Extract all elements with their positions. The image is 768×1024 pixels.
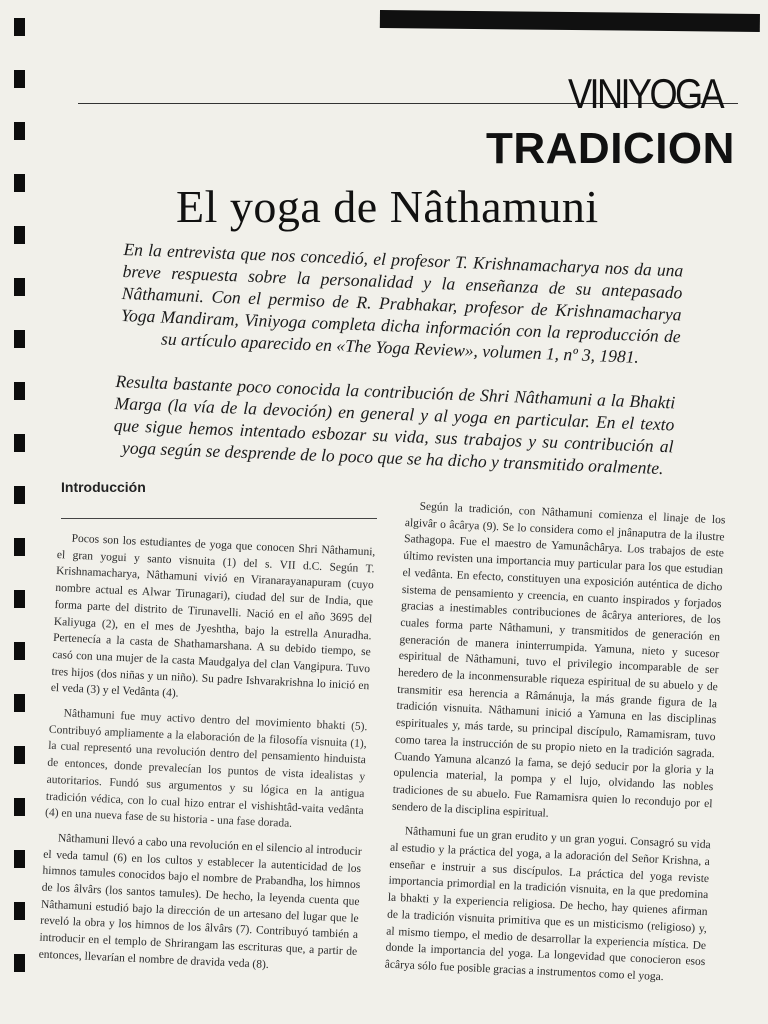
body-paragraph: Nâthamuni fue un gran erudito y un gran yogui. Consagró su vida al estudio y la práctica del yoga, a la adoración del Señor Krishna, a enseñar e instruir a sus discípulos. La práctica del yoga reviste importancia primordial en la tradición visnuita, en la que predomina la bhakti y la experiencia religiosa. De hecho, hay quienes afirman de la tradición visnuita primitiva que es un misticismo (religioso) y, al mismo tiempo, el medio de desarrollar la experiencia mística. De donde la importancia del yoga. La longevidad que conocieron esos âcârya sólo fue posible gracias a instrumentos como el yoga. (384, 825, 711, 984)
section-title: TRADICION (486, 124, 735, 173)
intro-text: En la entrevista que nos concedió, el profesor T. Krishnamacharya nos da una breve respuesta sobre la personalidad y la enseñanza de su antepasado Nâthamuni. Con el permiso de R. Prabhakar, profesor de Krishnamacharya Yoga Mandiram, Viniyoga completa dicha información con la reproducción de su artículo aparecido en «The Yoga Review», volumen 1, nº 3, 1981. (120, 238, 684, 367)
binding-hole (14, 70, 25, 88)
binding-hole (14, 746, 25, 764)
article-title: El yoga de Nâthamuni (176, 181, 599, 232)
binding-hole (14, 590, 25, 608)
body-paragraph: Nâthamuni llevó a cabo una revolución en el silencio al introducir el veda tamul (6) en los cultos y establecer la autenticidad de los himnos tamules conocidos bajo el nombre de Prabandha, los himnos de los âlvârs (los santos tamules). De hecho, la leyenda cuenta que Nâthamuni estudió bajo la dirección de un artesano del lugar que le reveló la obra y los himnos de los âlvârs (7). Contribuyó también a introducir en el templo de Shrirangam las escrituras que, a partir de entonces, llevarían el nombre de dravida veda (8). (38, 832, 362, 971)
binding-hole (14, 850, 25, 868)
binding-hole (14, 538, 25, 556)
binding-hole (14, 486, 25, 504)
binding-hole (14, 694, 25, 712)
body-paragraph: Nâthamuni fue muy activo dentro del movimiento bhakti (5). Contribuyó ampliamente a la elaboración de la filosofía visnuita (1), la cual representó una revolución dentro del pensamiento hinduista de entonces, donde prevalecían los puntos de vista idealistas y autoritarios. Fundó sus argumentos y su lógica en la antigua tradición védica, con lo cual hizo entrar el vishishtâd-vaita vedânta (4) en una nueva fase de su historia - una fase dorada. (44, 707, 368, 831)
binding-hole (14, 174, 25, 192)
section-heading: Introducción (61, 479, 146, 495)
binding-hole (14, 330, 25, 348)
right-column (384, 498, 726, 996)
binding-hole (14, 798, 25, 816)
body-paragraph: Según la tradición, con Nâthamuni comienza el linaje de los algivâr o âcârya (9). Se lo considera como el jnânaputra de la ilustre Sathagopa. Fue el maestro de Yamunâchârya. Los trabajos de este último revisten una importancia muy particular para los que estudian el vedânta. En efecto, constituyen una exposición auténtica de dicho sistema de pensamiento y creencia, en cuanto inspirados y forjados gracias a inestimables contribuciones de âcârya anteriores, de los cuales forma parte Nâthamuni, y transmitidos de generación en generación de manera ininterrumpida. Yamuna, nieto y sucesor espiritual de Nâthamuni, tuvo el privilegio incomparable de ser heredero de la inconmensurable riqueza espiritual de su abuelo y de transmitir esa herencia a Râmánuja, la más grande figura de la tradición visnuita. Nâthamuni inició a Yamuna en las disciplinas espirituales y, más tarde, su principal discípulo, Ramamisram, tuvo como tarea la instrucción de su propio nieto en la tradición sagrada. Cuando Yamuna alcanzó la fama, se dejó seducir por la gloria y la opulencia material, la pompa y el lujo, olvidando las nobles tradiciones de su abuelo. Fue Ramamisra quien lo recondujo por el sendero de la disciplina espiritual. (391, 500, 726, 820)
intro-paragraph (120, 238, 684, 369)
body-paragraph: Pocos son los estudiantes de yoga que conocen Shri Nâthamuni, el gran yogui y santo visnuita (1) del s. VII d.C. Según T. Krishnamacharya, Nâthamuni vivió en Viranarayanapuram (cuyo nombre actual es Alwar Tirunagari), ciudad del sur de India, que forma parte del distrito de Tirunavelli. Nació en el año 3695 del Kaliyuga (2), en el mes de Jyeshtha, bajo la estrella Anuradha. Pertenecía a la casta de Shathamarshana. A su debido tiempo, se casó con una mujer de la casta Maudgalya del clan Vangipura. Tuvo tres hijos (dos niñas y un niño). Su padre Ishvarakrishna lo inició en el veda (3) y el Vedânta (4). (50, 532, 376, 700)
binding-hole (14, 642, 25, 660)
brand-logo: VINIYOGA (568, 70, 722, 117)
heading-rule (61, 518, 377, 519)
binding-hole (14, 18, 25, 36)
binding-hole (14, 278, 25, 296)
binding-hole (14, 434, 25, 452)
lead-text: Resulta bastante poco conocida la contribución de Shri Nâthamuni a la Bhakti Marga (la vía de la devoción) en general y al yoga en particular. En el texto que sigue hemos intentado esbozar su vida, sus trabajos y su contribución al yoga según se desprende de lo poco que se ha dicho y transmitido oralmente. (113, 370, 676, 479)
left-column (38, 530, 376, 986)
header-bar (380, 10, 760, 32)
lead-paragraph (113, 370, 676, 479)
binding-hole (14, 226, 25, 244)
binding-hole (14, 954, 25, 972)
binding-hole (14, 902, 25, 920)
spiral-binding (0, 0, 28, 1024)
binding-hole (14, 382, 25, 400)
binding-hole (14, 122, 25, 140)
